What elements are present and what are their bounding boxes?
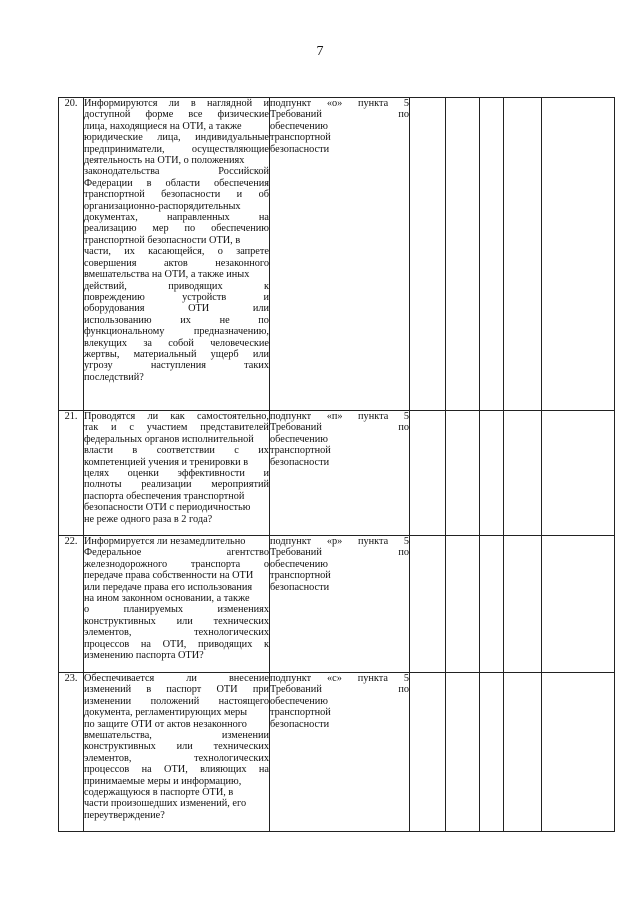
- question-line: [84, 696, 269, 707]
- question-word: документах,: [84, 212, 138, 224]
- reference-line: транспортной: [270, 445, 331, 457]
- requirement-reference: [270, 98, 410, 411]
- question-word: совершения: [84, 257, 137, 269]
- reference-line: безопасности: [270, 718, 330, 730]
- question-text: [84, 411, 270, 536]
- question-word: изменении: [221, 730, 269, 742]
- question-word: передаче права собственности на ОТИ: [84, 570, 254, 582]
- reference-word: «п»: [326, 411, 343, 422]
- question-word: по: [184, 223, 196, 235]
- reference-word: Требований: [270, 547, 322, 559]
- question-word: и: [111, 422, 117, 434]
- notes-cell: [542, 411, 615, 536]
- question-word: жертвы,: [84, 348, 120, 360]
- question-word: материальный: [133, 348, 197, 360]
- question-word: и: [263, 291, 269, 303]
- question-word: переутверждение?: [84, 809, 165, 821]
- question-line: [84, 132, 269, 143]
- question-word: в: [190, 98, 196, 109]
- question-line: [84, 178, 269, 189]
- question-word: с: [234, 445, 239, 457]
- reference-word: 5: [403, 411, 409, 422]
- question-word: обеспечению: [211, 223, 269, 235]
- answer-cell: [446, 536, 480, 673]
- item-number: 22.: [59, 536, 84, 673]
- question-line: [84, 109, 269, 120]
- question-word: ОТИ,: [164, 764, 188, 776]
- question-word: безопасности ОТИ с периодичностью: [84, 502, 251, 514]
- question-word: технологических: [194, 752, 269, 764]
- question-line: [84, 258, 269, 269]
- question-word: действий,: [84, 280, 127, 292]
- question-line: [84, 639, 269, 650]
- question-line: [84, 246, 269, 257]
- question-word: самостоятельно,: [197, 411, 269, 422]
- question-word: Информируются: [84, 98, 158, 109]
- question-line: [84, 144, 269, 155]
- item-number: 21.: [59, 411, 84, 536]
- question-line: [84, 673, 269, 684]
- question-word: повреждению: [84, 291, 145, 303]
- reference-line: транспортной: [270, 132, 331, 144]
- question-word: о: [217, 246, 223, 258]
- answer-cell: [410, 673, 446, 832]
- question-word: соответствии: [156, 445, 215, 457]
- question-word: участием: [146, 422, 188, 434]
- requirement-reference: [270, 536, 410, 673]
- question-line: [84, 593, 269, 604]
- question-line: [84, 235, 269, 246]
- question-line: [84, 764, 269, 775]
- reference-line: обеспечению: [270, 120, 328, 132]
- question-line: [84, 684, 269, 695]
- reference-word: 5: [403, 536, 409, 547]
- question-word: использованию: [84, 314, 152, 326]
- question-line: [84, 570, 269, 581]
- question-word: и: [263, 98, 269, 109]
- question-word: за: [143, 337, 152, 349]
- answer-cell: [504, 98, 542, 411]
- question-word: ли: [186, 673, 197, 684]
- question-word: лица,: [157, 132, 181, 144]
- question-word: ОТИ: [188, 303, 210, 315]
- question-word: представителей: [200, 422, 269, 434]
- question-line: [84, 479, 269, 490]
- question-line: [84, 547, 269, 558]
- question-word: области: [165, 177, 200, 189]
- reference-word: 5: [403, 98, 409, 109]
- table-row: [59, 411, 615, 536]
- question-line: [84, 212, 269, 223]
- question-word: паспорт: [166, 684, 202, 696]
- answer-cell: [480, 536, 504, 673]
- question-word: в: [146, 684, 152, 696]
- question-line: [84, 741, 269, 752]
- question-word: и: [236, 189, 243, 201]
- question-word: компетенцией учения и тренировки в: [84, 456, 249, 468]
- question-word: о: [84, 604, 90, 616]
- question-word: на: [140, 638, 151, 650]
- table-row: [59, 536, 615, 673]
- question-line: [84, 372, 269, 383]
- question-word: касающейся,: [148, 246, 205, 258]
- question-word: конструктивных: [84, 741, 156, 753]
- reference-word: по: [398, 422, 409, 434]
- question-word: их: [124, 246, 135, 258]
- question-word: Обеспечивается: [84, 673, 155, 684]
- question-word: или: [252, 303, 269, 315]
- question-word: актов: [163, 257, 188, 269]
- reference-word: пункта: [357, 673, 388, 684]
- answer-cell: [410, 536, 446, 673]
- question-word: мероприятий: [211, 479, 269, 491]
- question-word: юридические: [84, 132, 143, 144]
- question-word: обеспечения: [213, 177, 269, 189]
- question-line: [84, 457, 269, 468]
- question-word: документа, регламентирующих меры: [84, 707, 248, 719]
- reference-word: подпункт: [270, 536, 312, 547]
- question-line: [84, 514, 269, 525]
- question-word: паспорта обеспечения транспортной: [84, 490, 245, 502]
- question-word: настоящего: [218, 695, 269, 707]
- question-line: [84, 730, 269, 741]
- question-word: на: [258, 212, 269, 224]
- answer-cell: [480, 411, 504, 536]
- question-word: части,: [84, 246, 111, 258]
- question-word: транспортной: [84, 189, 145, 201]
- question-word: так: [84, 422, 99, 434]
- reference-word: «с»: [327, 673, 342, 684]
- reference-line: [270, 684, 409, 695]
- question-line: [84, 753, 269, 764]
- answer-cell: [480, 673, 504, 832]
- question-word: доступной: [84, 109, 131, 121]
- question-line: [84, 166, 269, 177]
- reference-line: [270, 98, 409, 109]
- question-text: [84, 536, 270, 673]
- answer-cell: [504, 411, 542, 536]
- question-word: полноты: [84, 479, 122, 491]
- question-line: [84, 223, 269, 234]
- reference-line: транспортной: [270, 707, 331, 719]
- question-word: принимаемые меры и информацию,: [84, 775, 242, 787]
- question-line: [84, 338, 269, 349]
- question-word: элементов,: [84, 752, 132, 764]
- question-word: предназначению,: [193, 326, 269, 338]
- question-word: планируемых: [123, 604, 184, 616]
- question-word: ОТИ: [216, 684, 238, 696]
- question-word: процессов: [84, 764, 130, 776]
- question-word: или: [176, 741, 193, 753]
- question-word: индивидуальные: [195, 132, 269, 144]
- question-word: части произошедших изменений, его: [84, 798, 247, 810]
- question-word: реализацию: [84, 223, 137, 235]
- question-word: деятельность на ОТИ, о положениях: [84, 155, 245, 167]
- question-line: [84, 536, 269, 547]
- page-number: 7: [316, 44, 324, 59]
- reference-line: обеспечению: [270, 558, 328, 570]
- question-word: изменениях: [217, 604, 269, 616]
- answer-cell: [446, 98, 480, 411]
- question-line: [84, 798, 269, 809]
- question-word: внесение: [228, 673, 269, 684]
- question-word: Российской: [218, 166, 269, 178]
- question-word: ли: [168, 98, 180, 109]
- answer-cell: [410, 98, 446, 411]
- requirement-reference: [270, 673, 410, 832]
- reference-word: пункта: [357, 98, 389, 109]
- question-line: [84, 582, 269, 593]
- question-word: наступления: [150, 360, 206, 372]
- question-word: запрете: [236, 246, 269, 258]
- question-word: последствий?: [84, 371, 144, 383]
- question-word: не реже одного раза в 2 года?: [84, 513, 213, 525]
- reference-line: [270, 411, 409, 422]
- question-word: предприниматели,: [84, 143, 165, 155]
- question-line: [84, 491, 269, 502]
- question-word: или: [252, 348, 269, 360]
- question-word: незаконного: [215, 257, 269, 269]
- question-word: организационно-распорядительных: [84, 200, 241, 212]
- question-line: [84, 627, 269, 638]
- question-word: об: [258, 189, 269, 201]
- question-word: на: [141, 764, 152, 776]
- question-word: при: [252, 684, 269, 696]
- answer-cell: [446, 411, 480, 536]
- answer-cell: [410, 411, 446, 536]
- reference-line: безопасности: [270, 456, 330, 468]
- reference-line: обеспечению: [270, 433, 328, 445]
- reference-word: пункта: [358, 411, 389, 422]
- question-line: [84, 269, 269, 280]
- question-word: и: [263, 468, 269, 480]
- question-word: форме: [145, 109, 174, 121]
- question-word: мер: [152, 223, 169, 235]
- question-line: [84, 121, 269, 132]
- answer-cell: [446, 673, 480, 832]
- question-word: ОТИ,: [162, 638, 187, 650]
- question-word: их: [180, 314, 191, 326]
- question-word: федеральных органов исполнительной: [84, 433, 254, 445]
- question-word: положений: [150, 695, 200, 707]
- question-word: законодательства: [84, 166, 160, 178]
- notes-cell: [542, 673, 615, 832]
- question-word: в: [146, 177, 152, 189]
- question-word: устройств: [182, 291, 227, 303]
- question-word: на: [258, 764, 269, 776]
- reference-word: пункта: [357, 536, 389, 547]
- question-word: к: [263, 280, 269, 292]
- question-word: направленных: [166, 212, 230, 224]
- reference-word: по: [398, 109, 409, 121]
- question-line: [84, 411, 269, 422]
- question-line: [84, 422, 269, 433]
- question-word: собой: [168, 337, 194, 349]
- question-word: по защите ОТИ от актов незаконного: [84, 718, 247, 730]
- reference-word: «р»: [326, 536, 343, 547]
- reference-word: Требований: [270, 684, 322, 696]
- question-word: влияющих: [200, 764, 247, 776]
- question-word: влекущих: [84, 337, 128, 349]
- question-line: [84, 616, 269, 627]
- answer-cell: [480, 98, 504, 411]
- reference-line: транспортной: [270, 570, 331, 582]
- question-word: по: [258, 314, 269, 326]
- question-word: как: [170, 411, 185, 422]
- question-line: [84, 719, 269, 730]
- reference-word: по: [398, 547, 409, 559]
- question-line: [84, 326, 269, 337]
- question-word: осуществляющие: [191, 143, 269, 155]
- reference-line: [270, 422, 409, 433]
- reference-word: подпункт: [270, 673, 312, 684]
- reference-line: [270, 109, 409, 120]
- answer-cell: [504, 673, 542, 832]
- reference-word: Требований: [270, 109, 322, 121]
- question-word: таких: [244, 360, 269, 372]
- question-word: технических: [213, 615, 269, 627]
- question-word: изменений: [84, 684, 132, 696]
- question-line: [84, 787, 269, 798]
- reference-word: подпункт: [270, 98, 312, 109]
- question-word: вмешательства,: [84, 730, 152, 742]
- question-word: функциональному: [84, 326, 165, 338]
- question-word: на ином законном основании, а также: [84, 593, 250, 605]
- question-line: [84, 98, 269, 109]
- question-line: [84, 559, 269, 570]
- question-line: [84, 502, 269, 513]
- question-line: [84, 445, 269, 456]
- question-word: все: [188, 109, 203, 121]
- table-row: [59, 673, 615, 832]
- answer-cell: [504, 536, 542, 673]
- question-line: [84, 315, 269, 326]
- question-word: или: [176, 615, 193, 627]
- question-word: процессов: [84, 638, 130, 650]
- question-line: [84, 189, 269, 200]
- item-number: 20.: [59, 98, 84, 411]
- question-word: целях: [84, 468, 110, 480]
- reference-line: безопасности: [270, 143, 330, 155]
- question-word: железнодорожного: [84, 558, 168, 570]
- question-word: элементов,: [84, 627, 132, 639]
- question-word: не: [219, 314, 230, 326]
- question-word: реализации: [141, 479, 192, 491]
- question-word: с: [129, 422, 134, 434]
- question-word: Федерации: [84, 177, 133, 189]
- question-line: [84, 281, 269, 292]
- checklist-table: [58, 97, 615, 832]
- question-word: транспортной безопасности ОТИ, в: [84, 234, 241, 246]
- question-line: [84, 468, 269, 479]
- reference-line: обеспечению: [270, 695, 328, 707]
- question-word: или передаче права его использования: [84, 581, 253, 593]
- reference-word: 5: [403, 673, 409, 684]
- question-word: транспорта: [190, 558, 241, 570]
- notes-cell: [542, 536, 615, 673]
- question-line: [84, 810, 269, 821]
- reference-word: «о»: [326, 98, 343, 109]
- table-row: [59, 98, 615, 411]
- question-word: власти: [84, 445, 114, 457]
- question-word: приводящих: [197, 638, 253, 650]
- question-word: угрозу: [84, 360, 113, 372]
- question-line: [84, 360, 269, 371]
- question-line: [84, 349, 269, 360]
- question-line: [84, 604, 269, 615]
- reference-line: [270, 547, 409, 558]
- question-word: конструктивных: [84, 615, 156, 627]
- question-word: наглядной: [207, 98, 253, 109]
- question-word: агентство: [226, 547, 269, 559]
- question-line: [84, 303, 269, 314]
- question-word: содержащуюся в паспорте ОТИ, в: [84, 787, 234, 799]
- question-line: [84, 292, 269, 303]
- question-word: лица, находящиеся на ОТИ, а также: [84, 120, 242, 132]
- question-word: оценки: [127, 468, 159, 480]
- reference-word: по: [398, 684, 409, 696]
- question-line: [84, 201, 269, 212]
- question-line: [84, 650, 269, 661]
- question-line: [84, 155, 269, 166]
- item-number: 23.: [59, 673, 84, 832]
- question-word: в: [132, 445, 138, 457]
- question-word: ли: [147, 411, 159, 422]
- question-word: к: [263, 638, 269, 650]
- question-word: приводящих: [168, 280, 223, 292]
- question-word: технологических: [194, 627, 269, 639]
- question-word: Федеральное: [84, 547, 142, 559]
- question-word: технических: [213, 741, 269, 753]
- question-word: Информируется ли незамедлительно: [84, 536, 246, 547]
- question-word: оборудования: [84, 303, 145, 315]
- reference-line: [270, 536, 409, 547]
- question-word: вмешательства на ОТИ, а также иных: [84, 269, 250, 281]
- notes-cell: [542, 98, 615, 411]
- reference-word: подпункт: [270, 411, 312, 422]
- question-line: [84, 434, 269, 445]
- requirement-reference: [270, 411, 410, 536]
- reference-word: Требований: [270, 422, 322, 434]
- question-word: эффективности: [177, 468, 245, 480]
- question-word: их: [258, 445, 269, 457]
- question-line: [84, 776, 269, 787]
- question-word: Проводятся: [84, 411, 136, 422]
- question-word: физические: [217, 109, 269, 121]
- question-word: изменению паспорта ОТИ?: [84, 650, 204, 662]
- question-text: [84, 673, 270, 832]
- question-line: [84, 707, 269, 718]
- question-word: изменении: [84, 695, 132, 707]
- question-word: человеческие: [210, 337, 269, 349]
- question-word: ущерб: [210, 348, 239, 360]
- reference-line: безопасности: [270, 581, 330, 593]
- question-word: безопасности: [161, 189, 221, 201]
- question-text: [84, 98, 270, 411]
- reference-line: [270, 673, 409, 684]
- question-word: о: [263, 558, 269, 570]
